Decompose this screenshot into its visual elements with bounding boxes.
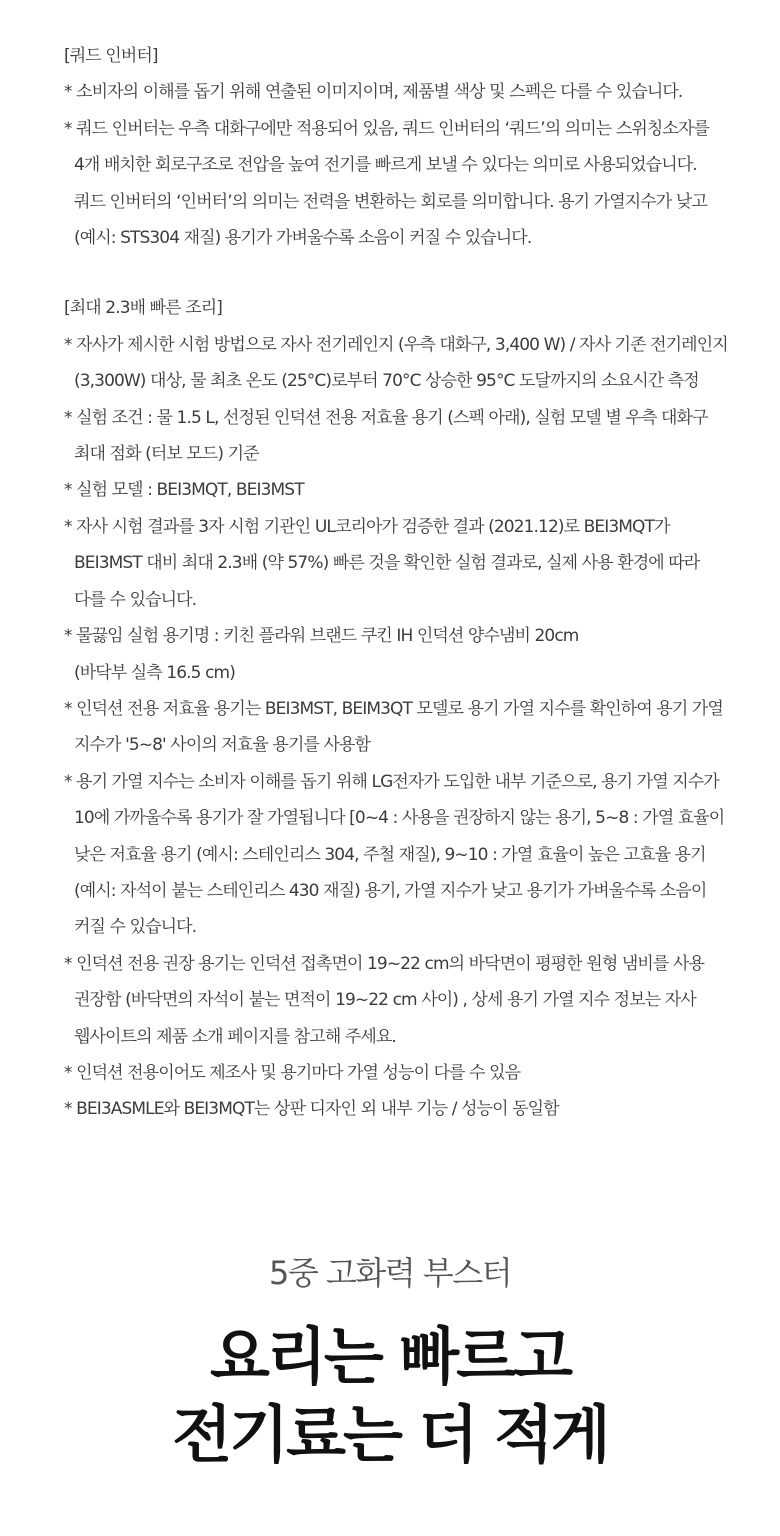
note-line: * 쿼드 인버터는 우측 대화구에만 적용되어 있음, 쿼드 인버터의 ‘쿼드’의 의미는 스위칭소자를 bbox=[64, 118, 709, 139]
section-fast-cooking bbox=[64, 290, 744, 1127]
note-line: * 인덕션 전용 권장 용기는 인덕션 접촉면이 19~22 cm의 바닥면이 평평한 원형 냄비를 사용 bbox=[64, 953, 704, 974]
note-line: * 실험 조건 : 물 1.5 L, 선정된 인덕션 전용 저효율 용기 (스펙 아래), 실험 모델 별 우측 대화구 bbox=[64, 407, 708, 428]
note-line-continued: 권장함 (바닥면의 자석이 붙는 면적이 19~22 cm 사이) , 상세 용기 가열 지수 정보는 자사 bbox=[74, 990, 696, 1011]
section-title: [최대 2.3배 빠른 조리] bbox=[64, 298, 222, 319]
note-line-continued: 웹사이트의 제품 소개 페이지를 참고해 주세요. bbox=[74, 1026, 396, 1047]
note-line: * 인덕션 전용이어도 제조사 및 용기마다 가열 성능이 다를 수 있음 bbox=[64, 1062, 521, 1083]
note-line-continued: 쿼드 인버터의 ‘인버터’의 의미는 전력을 변환하는 회로를 의미합니다. 용기 가열지수가 낮고 bbox=[74, 191, 707, 212]
note-line-continued: (예시: STS304 재질) 용기가 가벼울수록 소음이 커질 수 있습니다. bbox=[74, 228, 532, 249]
note-line-continued: 지수가 '5~8' 사이의 저효율 용기를 사용함 bbox=[74, 735, 371, 756]
note-line-continued: (바닥부 실측 16.5 cm) bbox=[74, 662, 235, 683]
note-line-continued: (3,300W) 대상, 물 최초 온도 (25°C)로부터 70°C 상승한 95°C 도달까지의 소요시간 측정 bbox=[74, 371, 699, 392]
note-line-continued: 커질 수 있습니다. bbox=[74, 917, 197, 938]
section-lines bbox=[64, 74, 744, 256]
note-line-continued: 최대 점화 (터보 모드) 기준 bbox=[74, 444, 259, 465]
hero-subtitle: 5중 고화력 부스터 bbox=[268, 1254, 512, 1292]
note-line: * 인덕션 전용 저효율 용기는 BEI3MST, BEIM3QT 모델로 용기 가열 지수를 확인하여 용기 가열 bbox=[64, 698, 723, 719]
note-line-continued: BEI3MST 대비 최대 2.3배 (약 57%) 빠른 것을 확인한 실험 결과로, 실제 사용 환경에 따라 bbox=[74, 553, 700, 574]
note-line-continued: 낮은 저효율 용기 (예시: 스테인리스 304, 주철 재질), 9~10 : 가열 효율이 높은 고효율 용기 bbox=[74, 844, 706, 865]
section-quad-inverter bbox=[64, 38, 744, 256]
note-line: * 자사가 제시한 시험 방법으로 자사 전기레인지 (우측 대화구, 3,400 W) / 자사 기존 전기레인지 bbox=[64, 334, 728, 355]
hero-title-line-2: 전기료는 더 적게 bbox=[172, 1398, 608, 1471]
note-line: * 실험 모델 : BEI3MQT, BEI3MST bbox=[64, 480, 304, 501]
note-line: * 물끓임 실험 용기명 : 키친 플라워 브랜드 쿠킨 IH 인덕션 양수냄비 20cm bbox=[64, 626, 579, 647]
note-line: * 소비자의 이해를 돕기 위해 연출된 이미지이며, 제품별 색상 및 스펙은 다를 수 있습니다. bbox=[64, 82, 683, 103]
note-line: * BEI3ASMLE와 BEI3MQT는 상판 디자인 외 내부 기능 / 성능이 동일함 bbox=[64, 1099, 559, 1120]
section-lines bbox=[64, 327, 744, 1128]
hero-title bbox=[0, 1318, 780, 1474]
note-line-continued: 다를 수 있습니다. bbox=[74, 589, 197, 610]
note-line-continued: (예시: 자석이 붙는 스테인리스 430 재질) 용기, 가열 지수가 낮고 용기가 가벼울수록 소음이 bbox=[74, 880, 707, 901]
note-line: * 용기 가열 지수는 소비자 이해를 돕기 위해 LG전자가 도입한 내부 기준으로, 용기 가열 지수가 bbox=[64, 771, 719, 792]
disclaimer-notes bbox=[64, 38, 744, 1128]
note-line: * 자사 시험 결과를 3자 시험 기관인 UL코리아가 검증한 결과 (2021.12)로 BEI3MQT가 bbox=[64, 516, 670, 537]
note-line-continued: 10에 가까울수록 용기가 잘 가열됩니다 [0~4 : 사용을 권장하지 않는 용기, 5~8 : 가열 효율이 bbox=[74, 808, 725, 829]
note-line-continued: 4개 배치한 회로구조로 전압을 높여 전기를 빠르게 보낼 수 있다는 의미로 사용되었습니다. bbox=[74, 155, 697, 176]
section-title: [쿼드 인버터] bbox=[64, 46, 158, 66]
hero-title-line-1: 요리는 빠르고 bbox=[210, 1320, 570, 1393]
hero-banner bbox=[0, 1250, 780, 1474]
